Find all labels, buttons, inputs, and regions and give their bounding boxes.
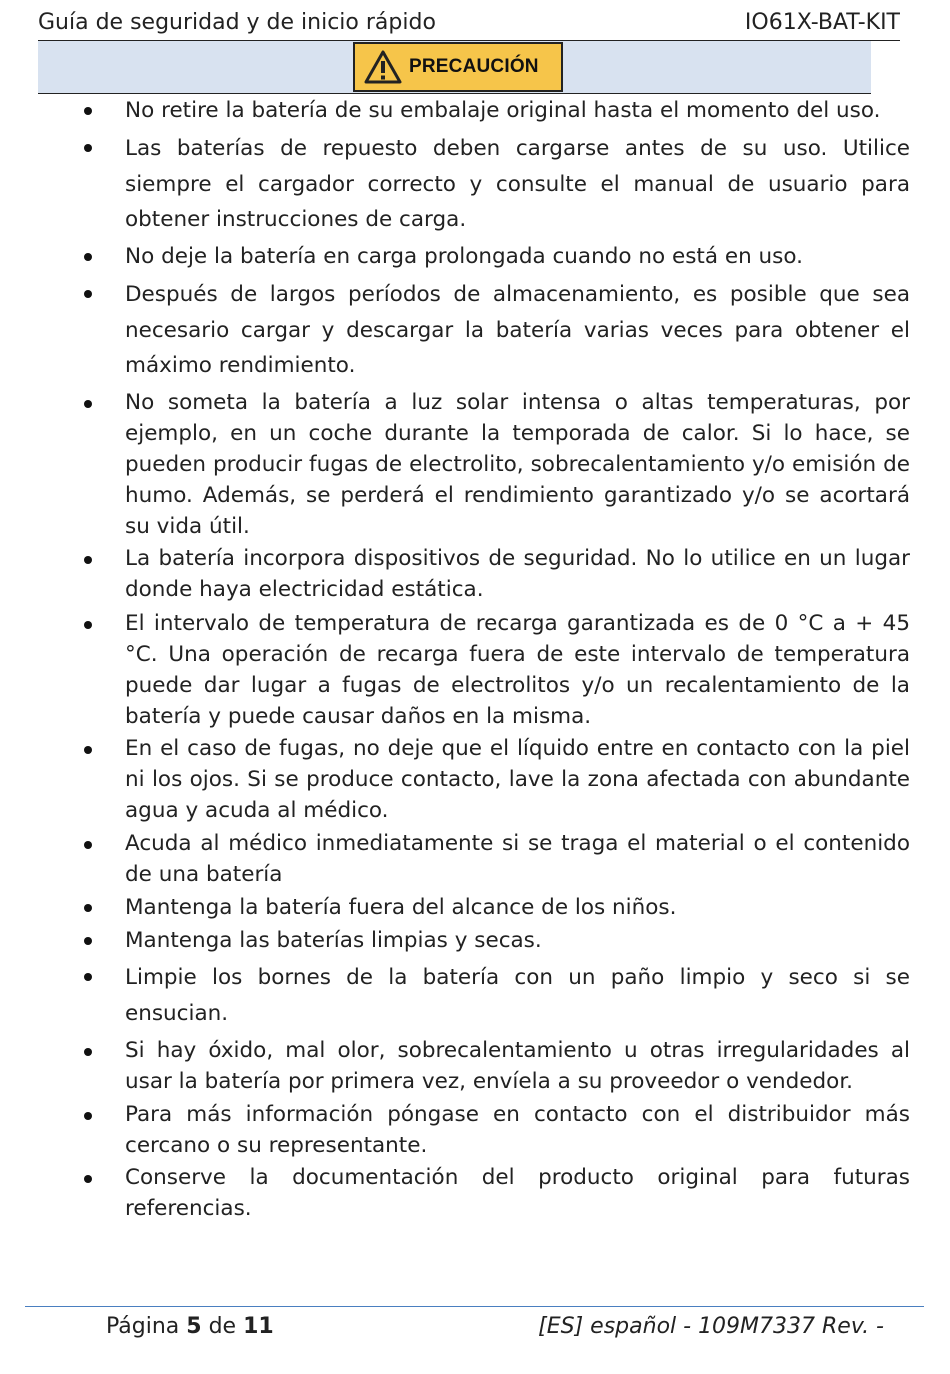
list-item: Conserve la documentación del producto original para futuras referencias.	[125, 1162, 910, 1224]
page-separator: de	[201, 1314, 244, 1339]
document-title: Guía de seguridad y de inicio rápido	[38, 10, 436, 35]
list-item: En el caso de fugas, no deje que el líquido entre en contacto con la piel ni los ojos. Si se produce contacto, lave la zona afectada con abundante agua y acuda al médico.	[125, 733, 910, 826]
list-item: Si hay óxido, mal olor, sobrecalentamiento u otras irregularidades al usar la batería por primera vez, envíela a su proveedor o vendedor.	[125, 1035, 910, 1097]
list-item: No deje la batería en carga prolongada cuando no está en uso.	[125, 240, 910, 273]
list-item: No someta la batería a luz solar intensa o altas temperaturas, por ejemplo, en un coche durante la temporada de calor. Si lo hace, se pueden producir fugas de electrolito, sobrecalentamiento y/o emisión de humo. Además, se perderá el rendimiento garantizado y/o se acortará su vida útil.	[125, 387, 910, 542]
caution-banner	[38, 41, 871, 94]
document-reference: [ES] español - 109M7337 Rev. -	[538, 1314, 884, 1339]
list-item: Mantenga la batería fuera del alcance de los niños.	[125, 891, 910, 924]
list-item: No retire la batería de su embalaje original hasta el momento del uso.	[125, 94, 910, 127]
list-item: La batería incorpora dispositivos de seguridad. No lo utilice en un lugar donde haya electricidad estática.	[125, 543, 910, 605]
list-item: Acuda al médico inmediatamente si se traga el material o el contenido de una batería	[125, 828, 910, 890]
caution-label: PRECAUCIÓN	[409, 56, 539, 77]
list-item: Las baterías de repuesto deben cargarse antes de su uso. Utilice siempre el cargador correcto y consulte el manual de usuario para obtener instrucciones de carga.	[125, 131, 910, 238]
product-code: IO61X-BAT-KIT	[744, 10, 900, 35]
list-item: Después de largos períodos de almacenamiento, es posible que sea necesario cargar y descargar la batería varias veces para obtener el máximo rendimiento.	[125, 277, 910, 384]
page-total: 11	[243, 1314, 274, 1339]
page-number	[106, 1312, 274, 1342]
page-prefix: Página	[106, 1314, 187, 1339]
page-header	[38, 8, 900, 41]
footer-divider	[25, 1306, 924, 1307]
list-item: El intervalo de temperatura de recarga garantizada es de 0 °C a + 45 °C. Una operación de recarga fuera de este intervalo de temperatura puede dar lugar a fugas de electrolitos y/o un recalentamiento de la batería y puede causar daños en la misma.	[125, 608, 910, 732]
page-current: 5	[186, 1314, 202, 1339]
list-item: Mantenga las baterías limpias y secas.	[125, 924, 910, 957]
list-item: Limpie los bornes de la batería con un paño limpio y seco si se ensucian.	[125, 960, 910, 1031]
caution-badge	[353, 42, 563, 92]
list-item: Para más información póngase en contacto con el distribuidor más cercano o su representante.	[125, 1099, 910, 1161]
warning-triangle-icon	[363, 49, 403, 85]
